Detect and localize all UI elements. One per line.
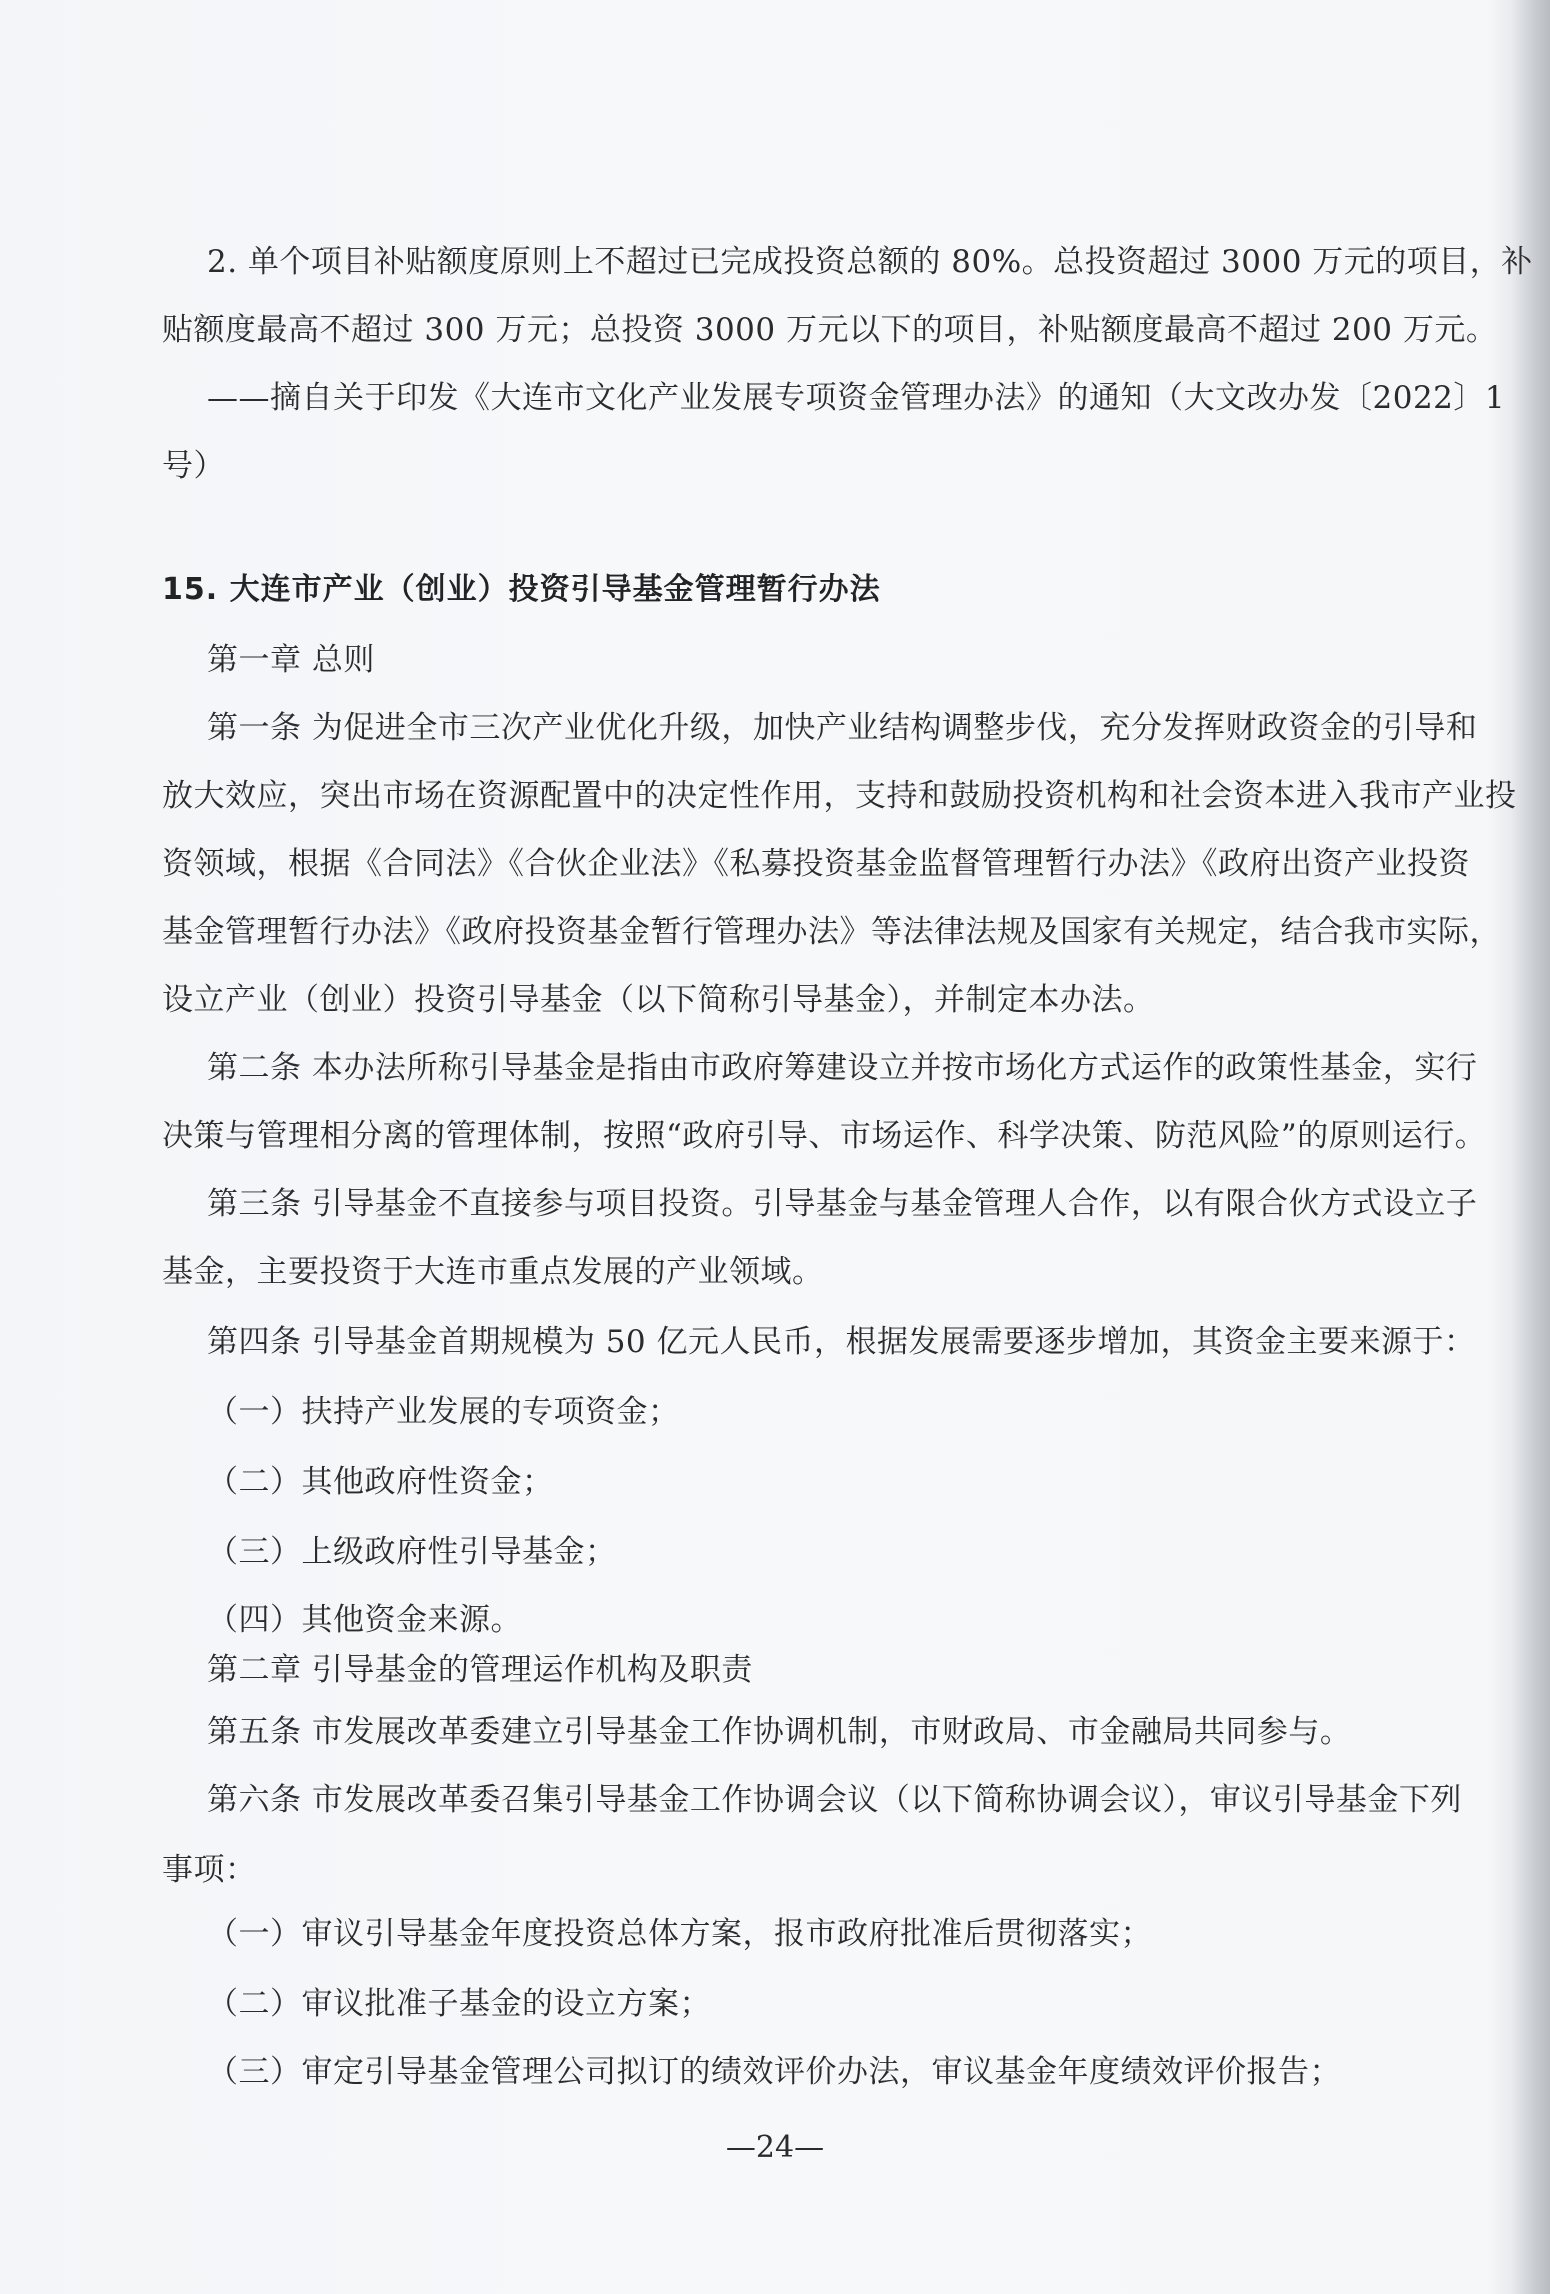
article-4-item-1: （一）扶持产业发展的专项资金；	[207, 1394, 680, 1430]
section-heading: 15. 大连市产业（创业）投资引导基金管理暂行办法	[162, 572, 881, 607]
article-5: 第五条 市发展改革委建立引导基金工作协调机制，市财政局、市金融局共同参与。	[207, 1714, 1352, 1750]
article-6-line-1: 第六条 市发展改革委召集引导基金工作协调会议（以下简称协调会议），审议引导基金下列	[207, 1782, 1462, 1818]
article-6-line-2: 事项：	[162, 1852, 257, 1888]
chapter-2-title: 第二章 引导基金的管理运作机构及职责	[207, 1652, 753, 1688]
chapter-1-title: 第一章 总则	[207, 642, 375, 678]
article-2-line-2: 决策与管理相分离的管理体制，按照“政府引导、市场运作、科学决策、防范风险”的原则运行。	[162, 1118, 1487, 1154]
article-2-line-1: 第二条 本办法所称引导基金是指由市政府筹建设立并按市场化方式运作的政策性基金，实行	[207, 1050, 1478, 1086]
article-3-line-1: 第三条 引导基金不直接参与项目投资。引导基金与基金管理人合作，以有限合伙方式设立子	[207, 1186, 1478, 1222]
page-number: —24—	[725, 2130, 825, 2165]
article-3-line-2: 基金，主要投资于大连市重点发展的产业领域。	[162, 1254, 824, 1290]
article-4-item-3: （三）上级政府性引导基金；	[207, 1534, 617, 1570]
article-1-line-5: 设立产业（创业）投资引导基金（以下简称引导基金），并制定本办法。	[162, 982, 1155, 1018]
article-4-item-4: （四）其他资金来源。	[207, 1602, 522, 1638]
article-6-item-2: （二）审议批准子基金的设立方案；	[207, 1986, 711, 2022]
article-1-line-1: 第一条 为促进全市三次产业优化升级，加快产业结构调整步伐，充分发挥财政资金的引导和	[207, 710, 1478, 746]
article-6-item-1: （一）审议引导基金年度投资总体方案，报市政府批准后贯彻落实；	[207, 1916, 1152, 1952]
article-4-item-2: （二）其他政府性资金；	[207, 1464, 554, 1500]
article-1-line-3: 资领域，根据《合同法》《合伙企业法》《私募投资基金监督管理暂行办法》《政府出资产业投资	[162, 846, 1470, 882]
article-6-item-3: （三）审定引导基金管理公司拟订的绩效评价办法，审议基金年度绩效评价报告；	[207, 2054, 1341, 2090]
subsidy-clause-line-2: 贴额度最高不超过 300 万元；总投资 3000 万元以下的项目，补贴额度最高不超过 200 万元。	[162, 312, 1498, 348]
source-citation-line-1: ——摘自关于印发《大连市文化产业发展专项资金管理办法》的通知（大文改办发〔2022〕1	[207, 380, 1506, 416]
source-citation-line-2: 号）	[162, 448, 225, 484]
article-1-line-2: 放大效应，突出市场在资源配置中的决定性作用，支持和鼓励投资机构和社会资本进入我市产业投	[162, 778, 1517, 814]
article-4-intro: 第四条 引导基金首期规模为 50 亿元人民币，根据发展需要逐步增加，其资金主要来源于：	[207, 1324, 1476, 1360]
article-1-line-4: 基金管理暂行办法》《政府投资基金暂行管理办法》等法律法规及国家有关规定，结合我市实际，	[162, 914, 1501, 950]
subsidy-clause-line-1: 2. 单个项目补贴额度原则上不超过已完成投资总额的 80%。总投资超过 3000 万元的项目，补	[207, 244, 1533, 280]
